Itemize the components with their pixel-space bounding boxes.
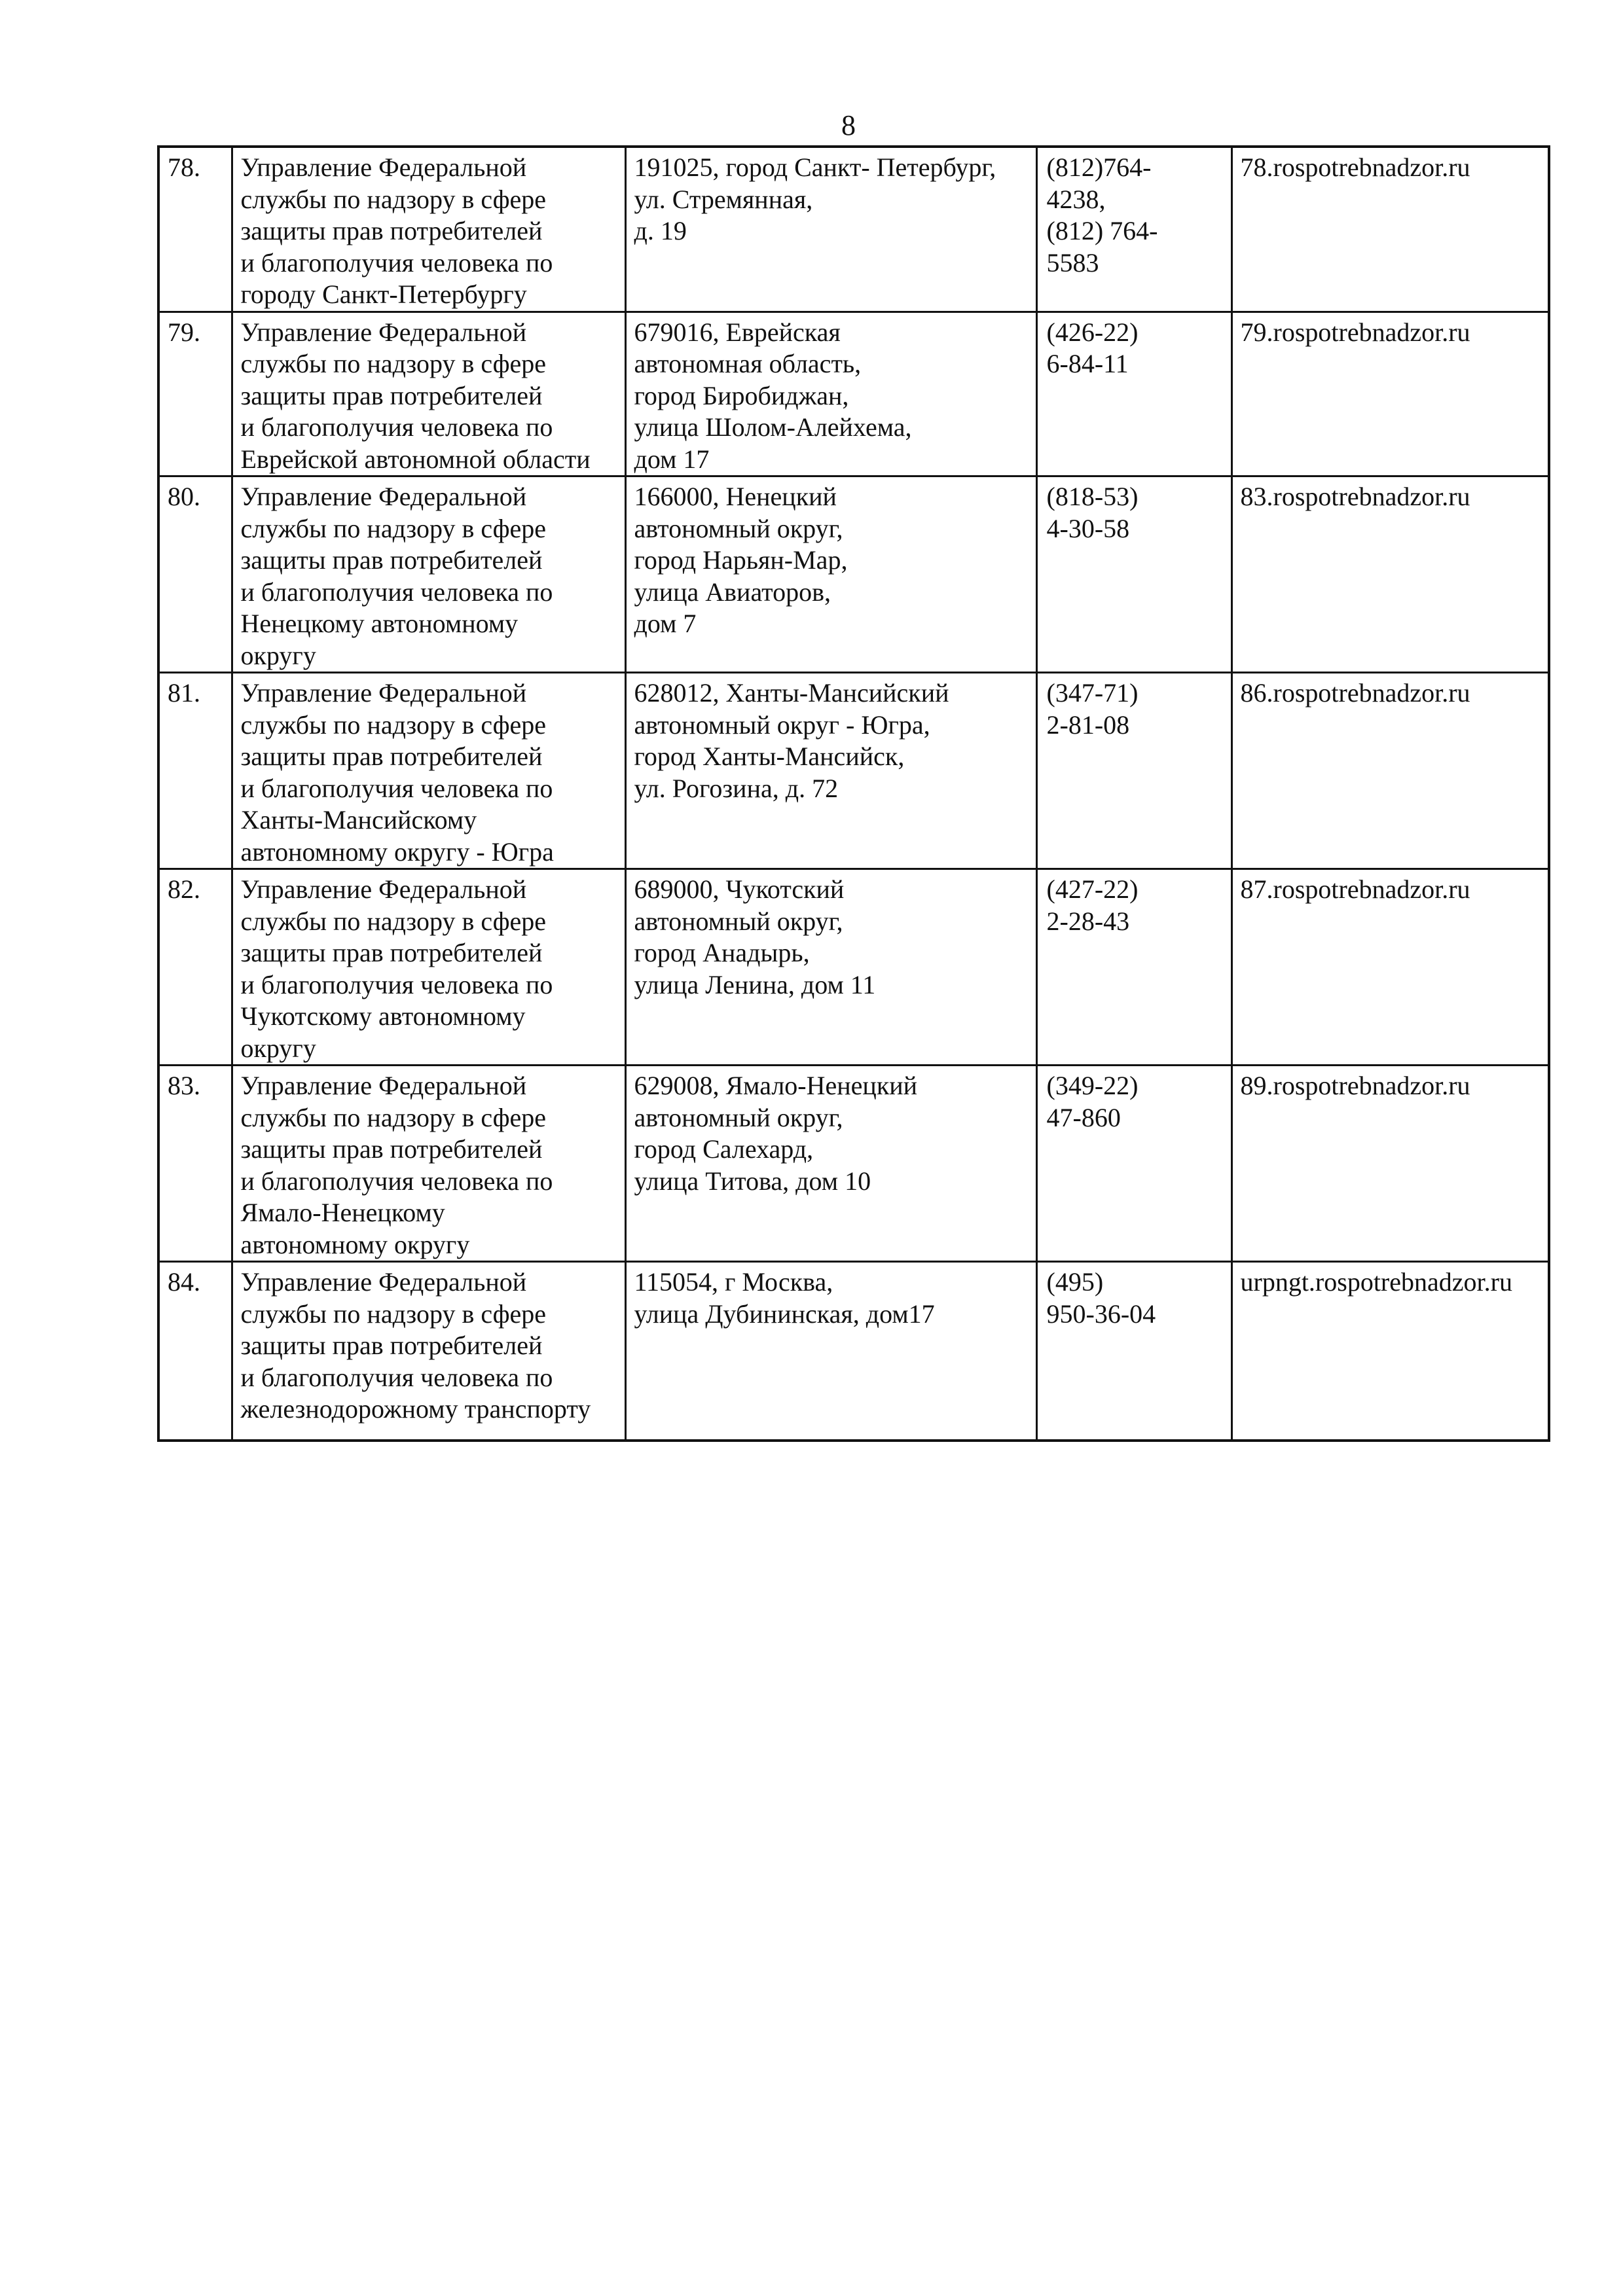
table-row — [158, 1262, 1549, 1441]
agency-address: 166000, Ненецкий автономный округ, город Нарьян-Мар, улица Авиаторов, дом 7 — [625, 476, 1036, 673]
table-row — [158, 147, 1549, 312]
agency-website: 83.rospotrebnadzor.ru — [1231, 476, 1549, 673]
row-number: 83. — [158, 1066, 232, 1262]
agency-phone: (349-22) 47-860 — [1036, 1066, 1231, 1262]
agency-address: 628012, Ханты-Мансийский автономный округ - Югра, город Ханты-Мансийск, ул. Рогозина, д. 72 — [625, 673, 1036, 869]
agency-website: 86.rospotrebnadzor.ru — [1231, 673, 1549, 869]
table-row — [158, 1066, 1549, 1262]
agency-phone: (812)764- 4238, (812) 764- 5583 — [1036, 147, 1231, 312]
table-row — [158, 673, 1549, 869]
agency-address: 689000, Чукотский автономный округ, город Анадырь, улица Ленина, дом 11 — [625, 869, 1036, 1066]
agency-website: urpngt.rospotrebnadzor.ru — [1231, 1262, 1549, 1441]
agency-address: 115054, г Москва, улица Дубининская, дом17 — [625, 1262, 1036, 1441]
agency-website: 79.rospotrebnadzor.ru — [1231, 312, 1549, 476]
agency-name: Управление Федеральной службы по надзору в сфере защиты прав потребителей и благополучия человека по Ненецкому автономному округу — [232, 476, 625, 673]
agency-name: Управление Федеральной службы по надзору в сфере защиты прав потребителей и благополучия человека по железнодорожному транспорту — [232, 1262, 625, 1441]
row-number: 80. — [158, 476, 232, 673]
agency-name: Управление Федеральной службы по надзору в сфере защиты прав потребителей и благополучия человека по Чукотскому автономному округу — [232, 869, 625, 1066]
agency-address: 679016, Еврейская автономная область, город Биробиджан, улица Шолом-Алейхема, дом 17 — [625, 312, 1036, 476]
table-row — [158, 476, 1549, 673]
agency-address: 191025, город Санкт- Петербург, ул. Стремянная, д. 19 — [625, 147, 1036, 312]
row-number: 84. — [158, 1262, 232, 1441]
page-number: 8 — [841, 109, 856, 141]
row-number: 82. — [158, 869, 232, 1066]
agency-phone: (347-71) 2-81-08 — [1036, 673, 1231, 869]
agency-phone: (427-22) 2-28-43 — [1036, 869, 1231, 1066]
agency-name: Управление Федеральной службы по надзору в сфере защиты прав потребителей и благополучия человека по городу Санкт-Петербургу — [232, 147, 625, 312]
agencies-table — [157, 145, 1550, 1442]
row-number: 79. — [158, 312, 232, 476]
row-number: 81. — [158, 673, 232, 869]
agency-name: Управление Федеральной службы по надзору в сфере защиты прав потребителей и благополучия человека по Ханты-Мансийскому автономному округу - Югра — [232, 673, 625, 869]
agency-phone: (426-22) 6-84-11 — [1036, 312, 1231, 476]
agency-website: 87.rospotrebnadzor.ru — [1231, 869, 1549, 1066]
agency-name: Управление Федеральной службы по надзору в сфере защиты прав потребителей и благополучия человека по Ямало-Ненецкому автономному округу — [232, 1066, 625, 1262]
agency-website: 89.rospotrebnadzor.ru — [1231, 1066, 1549, 1262]
table-row — [158, 869, 1549, 1066]
row-number: 78. — [158, 147, 232, 312]
table-row — [158, 312, 1549, 476]
agency-website: 78.rospotrebnadzor.ru — [1231, 147, 1549, 312]
agency-phone: (495) 950-36-04 — [1036, 1262, 1231, 1441]
agency-name: Управление Федеральной службы по надзору в сфере защиты прав потребителей и благополучия человека по Еврейской автономной области — [232, 312, 625, 476]
agency-address: 629008, Ямало-Ненецкий автономный округ, город Салехард, улица Титова, дом 10 — [625, 1066, 1036, 1262]
agency-phone: (818-53) 4-30-58 — [1036, 476, 1231, 673]
